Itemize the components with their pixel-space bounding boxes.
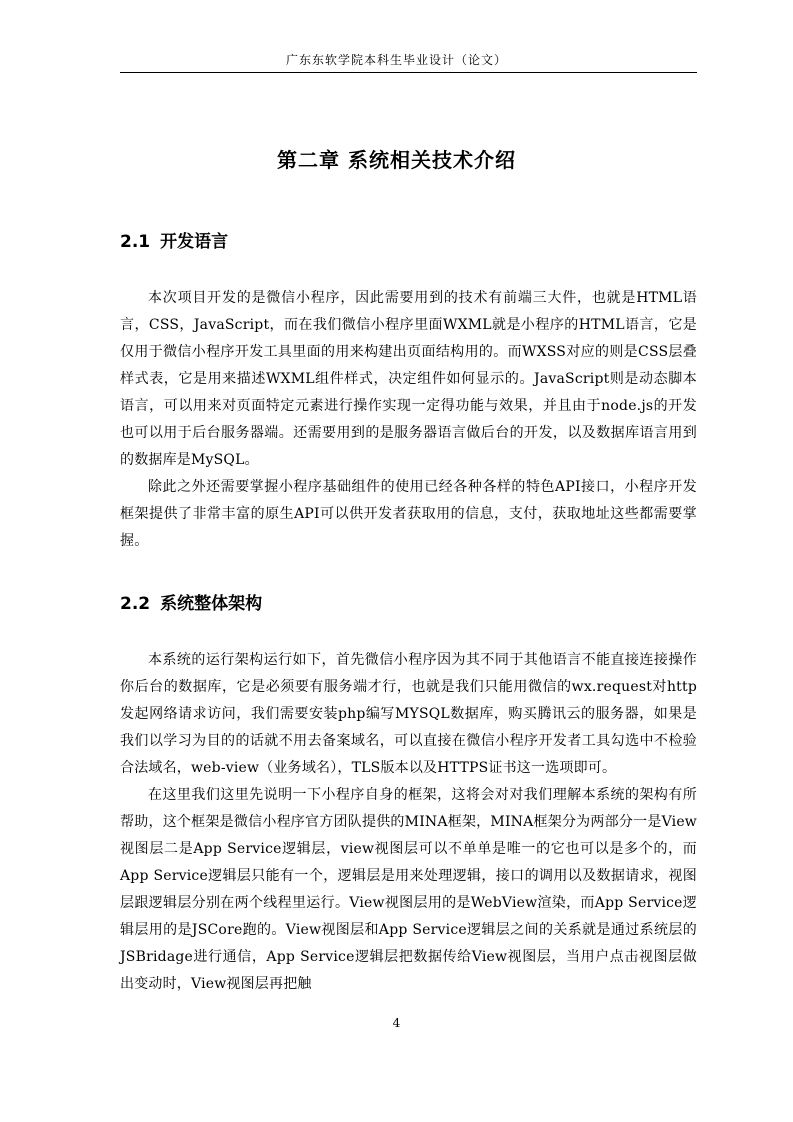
header-rule <box>120 72 697 73</box>
running-header: 广东东软学院本科生毕业设计（论文） <box>285 53 507 67</box>
section-heading-2-1 <box>120 230 228 254</box>
paragraph: 除此之外还需要掌握小程序基础组件的使用已经各种各样的特色API接口，小程序开发框架提供了非常丰富的原生API可以供开发者获取用的信息，支付，获取地址这些都需要掌握。 <box>120 479 697 549</box>
paragraph: 本次项目开发的是微信小程序，因此需要用到的技术有前端三大件，也就是HTML语言，CSS，JavaScript，而在我们微信小程序里面WXML就是小程序的HTML语言，它是仅用于微信小程序开发工具里面的用来构建出页面结构用的。而WXSS对应的则是CSS层叠样式表，它是用来描述WXML组件样式，决定组件如何显示的。JavaScript则是动态脚本语言，可以用来对页面特定元素进行操作实现一定得功能与效果，并且由于node.js的开发也可以用于后台服务器端。还需要用到的是服务器语言做后台的开发，以及数据库语言用到的数据库是MySQL。 <box>120 290 697 468</box>
chapter-title: 第二章 系统相关技术介绍 <box>277 148 516 172</box>
section-number: 2.2 <box>120 594 151 614</box>
section-body-2-1 <box>120 285 697 555</box>
paragraph: 在这里我们这里先说明一下小程序自身的框架，这将会对对我们理解本系统的架构有所帮助，这个框架是微信小程序官方团队提供的MINA框架，MINA框架分为两部分一是View视图层二是App Service逻辑层，view视图层可以不单单是唯一的它也可以是多个的，而App Service逻辑层只能有一个，逻辑层是用来处理逻辑，接口的调用以及数据请求，视图层跟逻辑层分别在两个线程里运行。View视图层用的是WebView渲染，而App Service逻辑层用的是JSCore跑的。View视图层和App Service逻辑层之间的关系就是通过系统层的JSBridage进行通信，App Service逻辑层把数据传给View视图层，当用户点击视图层做出变动时，View视图层再把触 <box>120 787 697 992</box>
paragraph: 本系统的运行架构运行如下，首先微信小程序因为其不同于其他语言不能直接连接操作你后台的数据库，它是必须要有服务端才行，也就是我们只能用微信的wx.request对http发起网络请求访问，我们需要安装php编写MYSQL数据库，购买腾讯云的服务器，如果是我们以学习为目的的话就不用去备案域名，可以直接在微信小程序开发者工具勾选中不检验合法域名，web-view（业务域名），TLS版本以及HTTPS证书这一选项即可。 <box>120 652 697 776</box>
section-number: 2.1 <box>120 232 151 252</box>
section-title: 开发语言 <box>160 232 229 252</box>
section-title: 系统整体架构 <box>160 594 263 614</box>
section-heading-2-2 <box>120 592 262 616</box>
section-body-2-2 <box>120 647 697 998</box>
page-number: 4 <box>392 1016 401 1030</box>
